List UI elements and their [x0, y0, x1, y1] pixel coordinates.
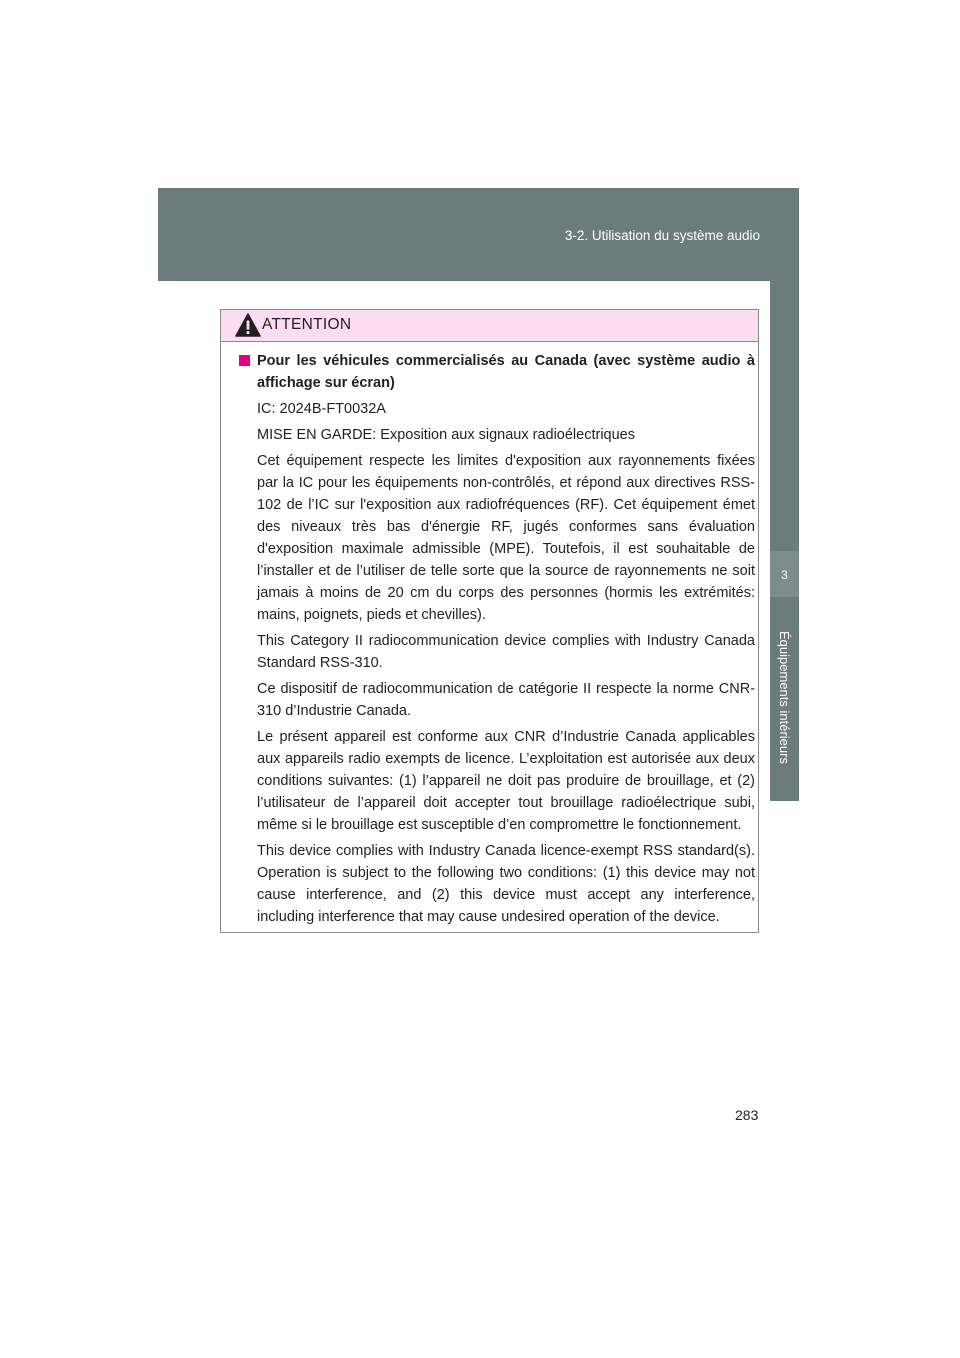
chapter-label: Équipements intérieurs	[777, 630, 792, 764]
paragraph-category-en: This Category II radiocommunication device complies with Industry Canada Standard RSS-310.	[257, 633, 755, 671]
warning-triangle-icon	[235, 313, 261, 337]
paragraph-license-fr: Le présent appareil est conforme aux CNR d’Industrie Canada applicables aux appareils radio exempts de licence. L’exploitation est autorisée aux deux conditions suivantes: (1) l’appareil ne doit pas produire de brouillage, et (2) l’utilisateur de l’appareil doit accepter tout brouillage radioélectrique subi, même si le brouillage est susceptible d’en compromettre le fonctionnement.	[257, 729, 755, 833]
warning-title: ATTENTION	[262, 316, 352, 333]
paragraph-category-fr: Ce dispositif de radiocommunication de catégorie II respecte la norme CNR-310 d’Industrie Canada.	[257, 681, 755, 719]
page-number: 283	[735, 1107, 759, 1123]
chapter-number: 3	[781, 568, 788, 582]
warning-box	[220, 309, 759, 933]
paragraph-ic-number: IC: 2024B-FT0032A	[257, 401, 386, 417]
bullet-square-icon	[239, 355, 250, 366]
warning-body	[239, 350, 755, 932]
paragraph-rf-exposure: Cet équipement respecte les limites d'exposition aux rayonnements fixées par la IC pour les équipements non-contrôlés, et répond aux directives RSS-102 de l’IC sur l'exposition aux radiofréquences (RF). Cet équipement émet des niveaux très bas d'énergie RF, jugés conformes sans évaluation d'exposition maximale admissible (MPE). Toutefois, il est souhaitable de l’installer et de l’utiliser de telle sorte que la source de rayonnements ne soit jamais à moins de 20 cm du corps des personnes (hormis les extrémités: mains, poignets, pieds et chevilles).	[257, 453, 755, 623]
paragraph-warning-caption: MISE EN GARDE: Exposition aux signaux radioélectriques	[257, 427, 635, 443]
header-band	[158, 188, 799, 281]
warning-subheading-text: Pour les véhicules commercialisés au Canada (avec système audio à affichage sur écran)	[257, 353, 755, 391]
warning-header	[221, 310, 758, 342]
warning-subheading	[239, 350, 755, 394]
chapter-number-box	[770, 551, 799, 597]
section-title: 3-2. Utilisation du système audio	[564, 228, 760, 243]
paragraph-license-en: This device complies with Industry Canada licence-exempt RSS standard(s). Operation is subject to the following two conditions: (1) this device may not cause interference, and (2) this device must accept any interference, including interference that may cause undesired operation of the device.	[257, 843, 755, 925]
chapter-label-wrap	[770, 602, 799, 792]
